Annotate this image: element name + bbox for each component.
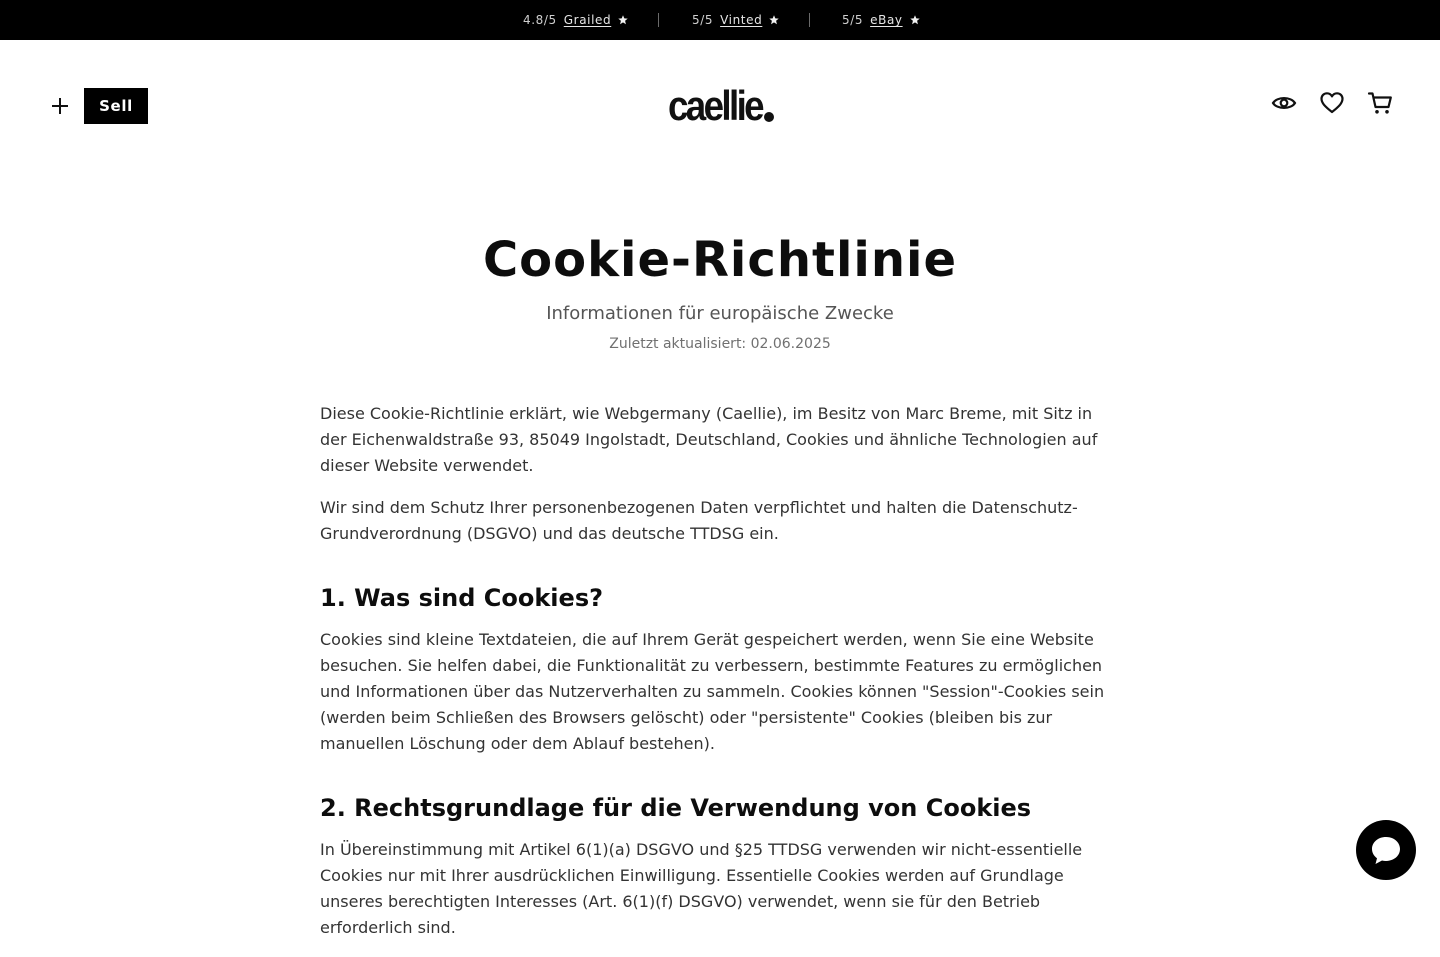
cart-icon[interactable] [1367, 90, 1393, 116]
chat-icon [1369, 833, 1403, 867]
section-heading: 1. Was sind Cookies? [320, 584, 604, 612]
star-icon [618, 15, 628, 25]
rating-score: 5/5 [842, 13, 864, 27]
section-paragraph: In Übereinstimmung mit Artikel 6(1)(a) DSGVO und §25 TTDSG verwenden wir nicht-essentielle Cookies nur mit Ihrer ausdrücklichen Einwilligung. Essentielle Cookies werden auf Grundlage unseres berechtigten Interesses (Art. 6(1)(f) DSGVO) verwendet, wenn sie für den Betrieb erforderlich sind. [320, 840, 1083, 937]
rating-ebay [842, 0, 920, 40]
site-logo[interactable] [666, 82, 778, 128]
policy-content [320, 200, 1120, 957]
page-subtitle: Informationen für europäische Zwecke [546, 303, 894, 324]
rating-score: 4.8/5 [523, 13, 557, 27]
ratings-bar [0, 0, 1440, 40]
chat-button[interactable] [1356, 820, 1416, 880]
plus-icon[interactable] [48, 94, 72, 118]
heart-icon[interactable] [1319, 90, 1345, 116]
last-updated: Zuletzt aktualisiert: 02.06.2025 [609, 336, 831, 352]
page-title: Cookie-Richtlinie [482, 232, 958, 288]
vinted-link[interactable]: Vinted [720, 13, 763, 27]
rating-vinted [692, 0, 779, 40]
site-header [0, 40, 1440, 170]
section-heading: 2. Rechtsgrundlage für die Verwendung von Cookies [320, 794, 1032, 822]
section-paragraph: Cookies sind kleine Textdateien, die auf Ihrem Gerät gespeichert werden, wenn Sie eine Website besuchen. Sie helfen dabei, die Funktionalität zu verbessern, bestimmte Features zu ermöglichen und Informationen über das Nutzerverhalten zu sammeln. Cookies können "Session"-Cookies sein (werden beim Schließen des Browsers gelöscht) oder "persistente" Cookies (bleiben bis zur manuellen Löschung oder dem Ablauf bestehen). [320, 630, 1105, 753]
grailed-link[interactable]: Grailed [563, 13, 612, 27]
svg-text:caellie: caellie [668, 82, 764, 129]
ebay-link[interactable]: eBay [870, 13, 903, 27]
star-icon [910, 15, 920, 25]
sell-button[interactable]: Sell [84, 88, 148, 124]
separator [809, 13, 810, 27]
separator [658, 13, 659, 27]
star-icon [769, 15, 779, 25]
rating-score: 5/5 [692, 13, 714, 27]
intro-paragraph: Diese Cookie-Richtlinie erklärt, wie Webgermany (Caellie), im Besitz von Marc Breme, mit Sitz in der Eichenwaldstraße 93, 85049 Ingolstadt, Deutschland, Cookies und ähnliche Technologien auf dieser Website verwendet. [320, 404, 1098, 475]
intro-paragraph: Wir sind dem Schutz Ihrer personenbezogenen Daten verpflichtet und halten die Datenschutz-Grundverordnung (DSGVO) und das deutsche TTDSG ein. [320, 498, 1078, 543]
eye-icon[interactable] [1271, 90, 1297, 116]
rating-grailed [523, 0, 628, 40]
